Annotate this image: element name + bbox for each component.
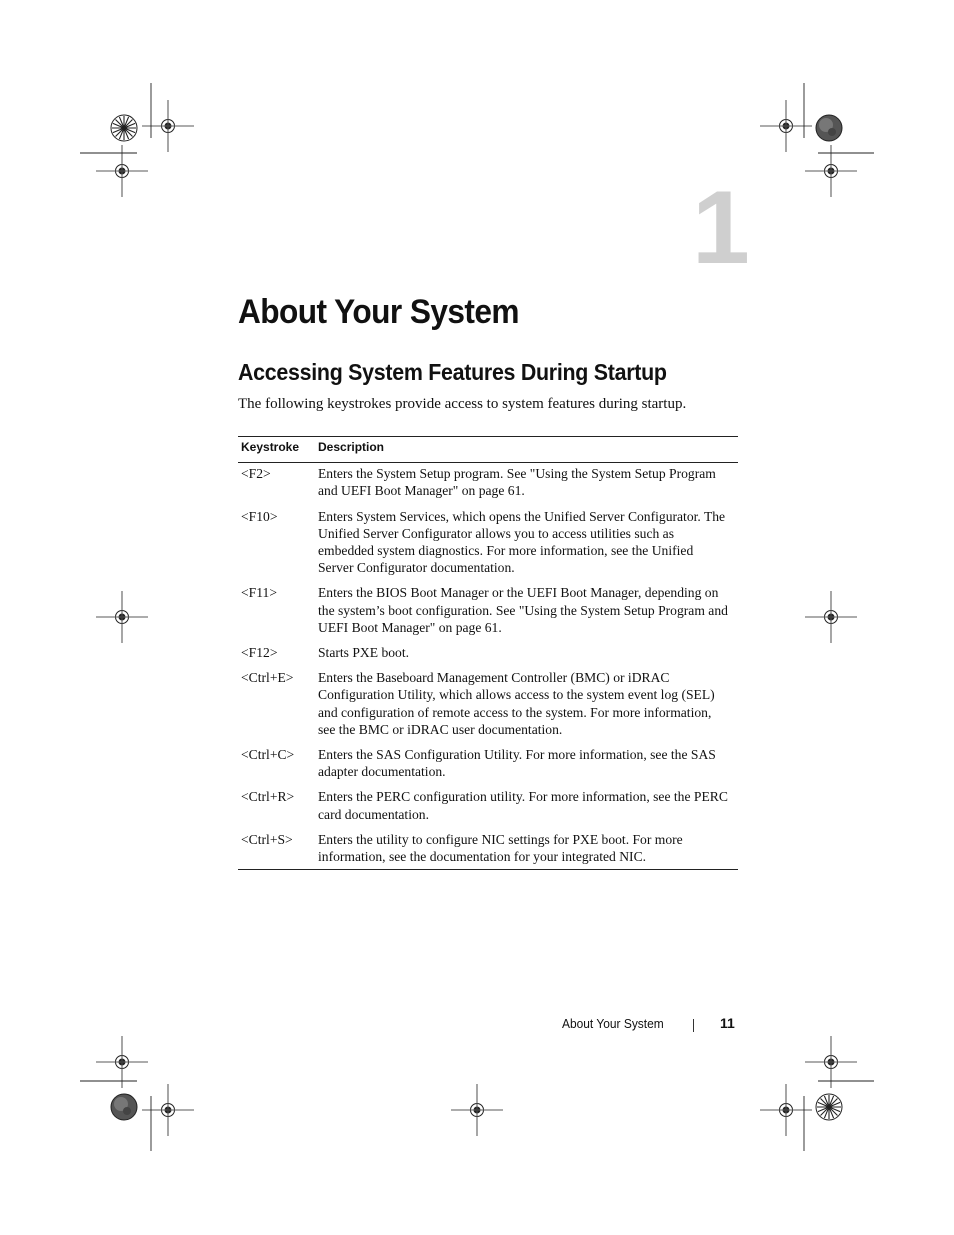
registration-mark-icon [142,100,194,152]
table-row [238,463,738,508]
chapter-title: About Your System [238,293,520,331]
keystroke-table [238,436,738,870]
footer-separator [693,1019,694,1032]
registration-mark-icon [96,1036,148,1088]
description-cell: Enters the PERC configuration utility. For more information, see the PERC card documentation. [318,789,728,822]
registration-mark-icon [451,1084,503,1136]
description-cell: Enters System Services, which opens the Unified Server Configurator. The Unified Server Configurator allows you to access utilities such as embedded system diagnostics. For more information, see the Unified Server Configurator documentation. [318,508,726,576]
keystroke-cell: <F12> [241,645,278,661]
keystroke-cell: <F2> [241,466,271,482]
halftone-circle-icon [111,1094,137,1120]
registration-mark-icon [805,1036,857,1088]
table-row [238,644,738,669]
keystroke-cell: <F11> [241,585,277,601]
registration-mark-icon [805,591,857,643]
registration-mark-icon [96,591,148,643]
header-description: Description [318,437,738,463]
table-row [238,831,738,870]
table-row [238,746,738,788]
keystroke-cell: <Ctrl+C> [241,747,295,763]
keystroke-cell: <F10> [241,508,278,524]
registration-mark-icon [142,1084,194,1136]
table-row [238,669,738,746]
description-cell: Enters the utility to configure NIC settings for PXE boot. For more information, see the documentation for your integrated NIC. [318,831,683,865]
keystroke-cell: <Ctrl+S> [241,831,293,847]
section-intro: The following keystrokes provide access to system features during startup. [238,396,687,412]
halftone-circle-icon [816,115,842,141]
starburst-icon [111,115,137,141]
keystroke-cell: <Ctrl+R> [241,789,295,805]
footer-chapter-label: About Your System [562,1016,664,1031]
table-row [238,584,738,644]
description-cell: Starts PXE boot. [318,645,410,661]
section-title: Accessing System Features During Startup [238,359,667,385]
keystroke-cell: <Ctrl+E> [241,670,294,686]
description-cell: Enters the System Setup program. See "Using the System Setup Program and UEFI Boot Manager" on page 61. [318,466,716,499]
description-cell: Enters the SAS Configuration Utility. For more information, see the SAS adapter documentation. [318,747,716,780]
table-row [238,508,738,585]
description-cell: Enters the Baseboard Management Controller (BMC) or iDRAC Configuration Utility, which allows access to the system event log (SEL) and configuration of remote access to the system. For more information, see the BMC or iDRAC user documentation. [318,670,715,737]
starburst-icon [816,1094,842,1120]
table-header-row [238,437,738,463]
description-cell: Enters the BIOS Boot Manager or the UEFI Boot Manager, depending on the system’s boot configuration. See "Using the System Setup Program and UEFI Boot Manager" on page 61. [318,585,728,635]
footer-page-number: 11 [720,1015,735,1031]
chapter-number: 1 [692,170,750,286]
header-keystroke: Keystroke [238,437,318,463]
table-row [238,788,738,830]
